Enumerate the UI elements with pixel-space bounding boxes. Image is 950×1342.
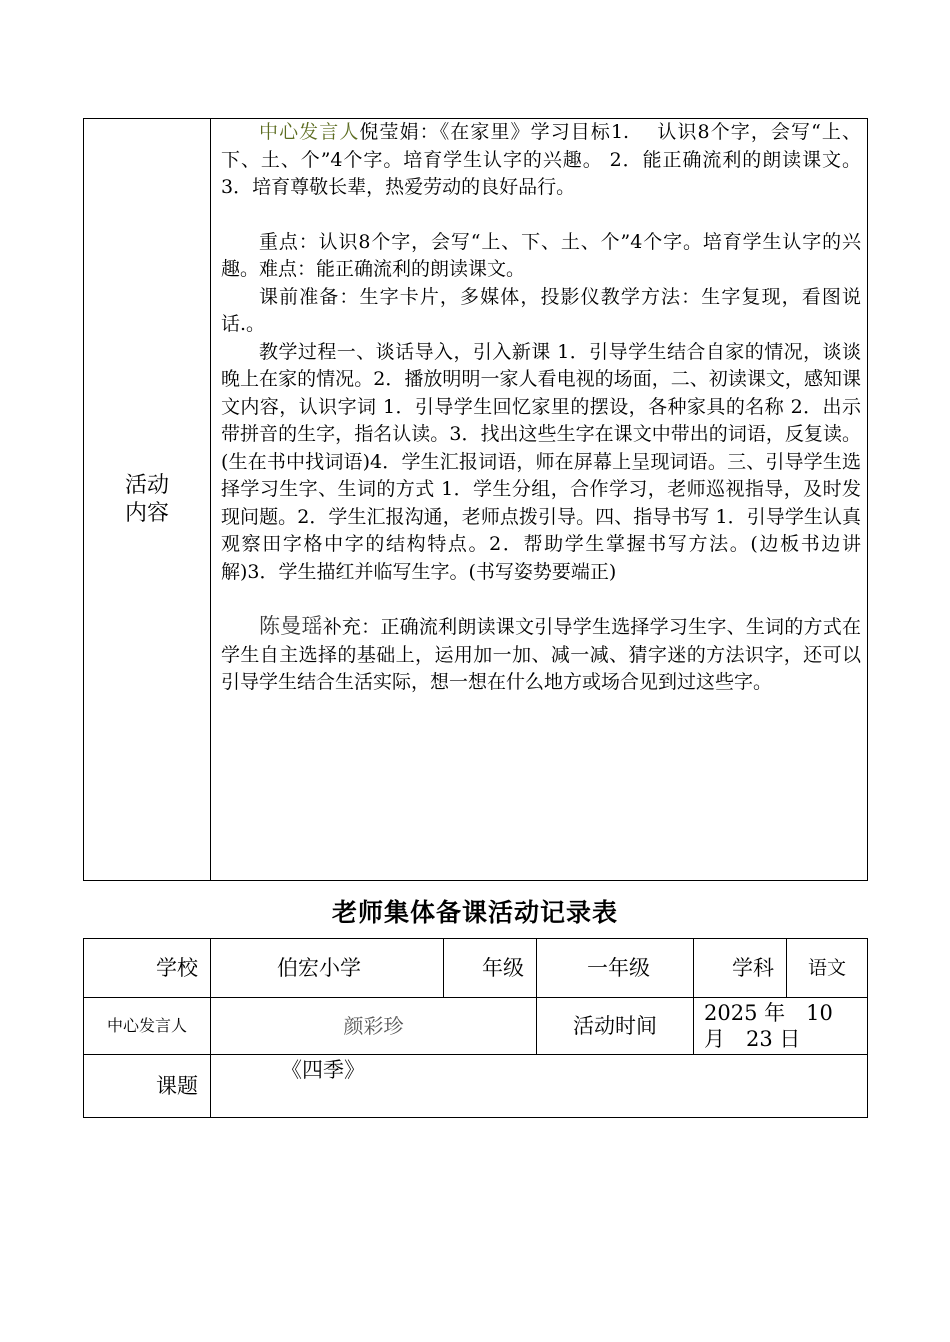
grade-value: 一年级 (537, 939, 694, 998)
record-form-table (83, 938, 868, 1118)
supplement-text: 补充：正确流利朗读课文引导学生选择学习生字、生词的方式在学生自主选择的基础上，运用加一加、减一减、猜字迷的方法识字，还可以引导学生结合生活实际，想一想在什么地方或场合见到过这些字。 (221, 616, 861, 693)
activity-content (211, 119, 868, 881)
school-value: 伯宏小学 (211, 939, 444, 998)
goals-text: 倪莹娟：《在家里》学习目标1. 认识8个字，会写“上、下、土、个”4个字。培育学生认字的兴趣。 2．能正确流利的朗读课文。3．培育尊敬长辈，热爱劳动的良好品行。 (221, 121, 861, 198)
center-speaker-label: 中心发言人 (259, 121, 360, 143)
school-label: 学校 (84, 939, 211, 998)
subject-label: 学科 (694, 939, 787, 998)
subject-value: 语文 (787, 939, 868, 998)
paragraph-goals (221, 119, 861, 202)
activity-label: 活动 内容 (84, 119, 211, 881)
grade-label: 年级 (444, 939, 537, 998)
topic-value: 《四季》 (211, 1055, 868, 1118)
supplement-speaker: 陈曼瑶 (259, 614, 323, 638)
paragraph-key-points: 重点：认识8个字，会写“上、下、土、个”4个字。培育学生认字的兴趣。难点：能正确流利的朗读课文。 (221, 230, 861, 280)
center-speaker-field-label: 中心发言人 (84, 998, 211, 1055)
page-title: 老师集体备课活动记录表 (331, 898, 618, 927)
paragraph-process: 教学过程一、谈话导入，引入新课 1．引导学生结合自家的情况，谈谈晚上在家的情况。2．播放明明一家人看电视的场面，二、初读课文，感知课文内容，认识字词 1．引导学生回忆家里的摆设，各种家具的名称 2．出示带拼音的生字，指名认读。3．找出这些生字在课文中带出的词语，反复读。(生在书中找词语)4．学生汇报词语，师在屏幕上呈现词语。三、引导学生选择学习生字、生词的方式 1．学生分组，合作学习，老师巡视指导，及时发现问题。2．学生汇报沟通，老师点拨引导。四、指导书写 1．引导学生认真观察田字格中字的结构特点。2．帮助学生掌握书写方法。(边板书边讲解)3．学生描红并临写生字。(书写姿势要端正) (221, 340, 861, 583)
activity-table (83, 118, 868, 881)
activity-time-value: 2025 年 10 月 23 日 (694, 998, 868, 1055)
activity-time-label: 活动时间 (537, 998, 694, 1055)
paragraph-supplement (221, 613, 861, 697)
paragraph-preparation: 课前准备：生字卡片，多媒体，投影仪教学方法：生字复现，看图说话.。 (221, 285, 861, 335)
center-speaker-field-value: 颜彩珍 (211, 998, 537, 1055)
topic-label: 课题 (84, 1055, 211, 1118)
